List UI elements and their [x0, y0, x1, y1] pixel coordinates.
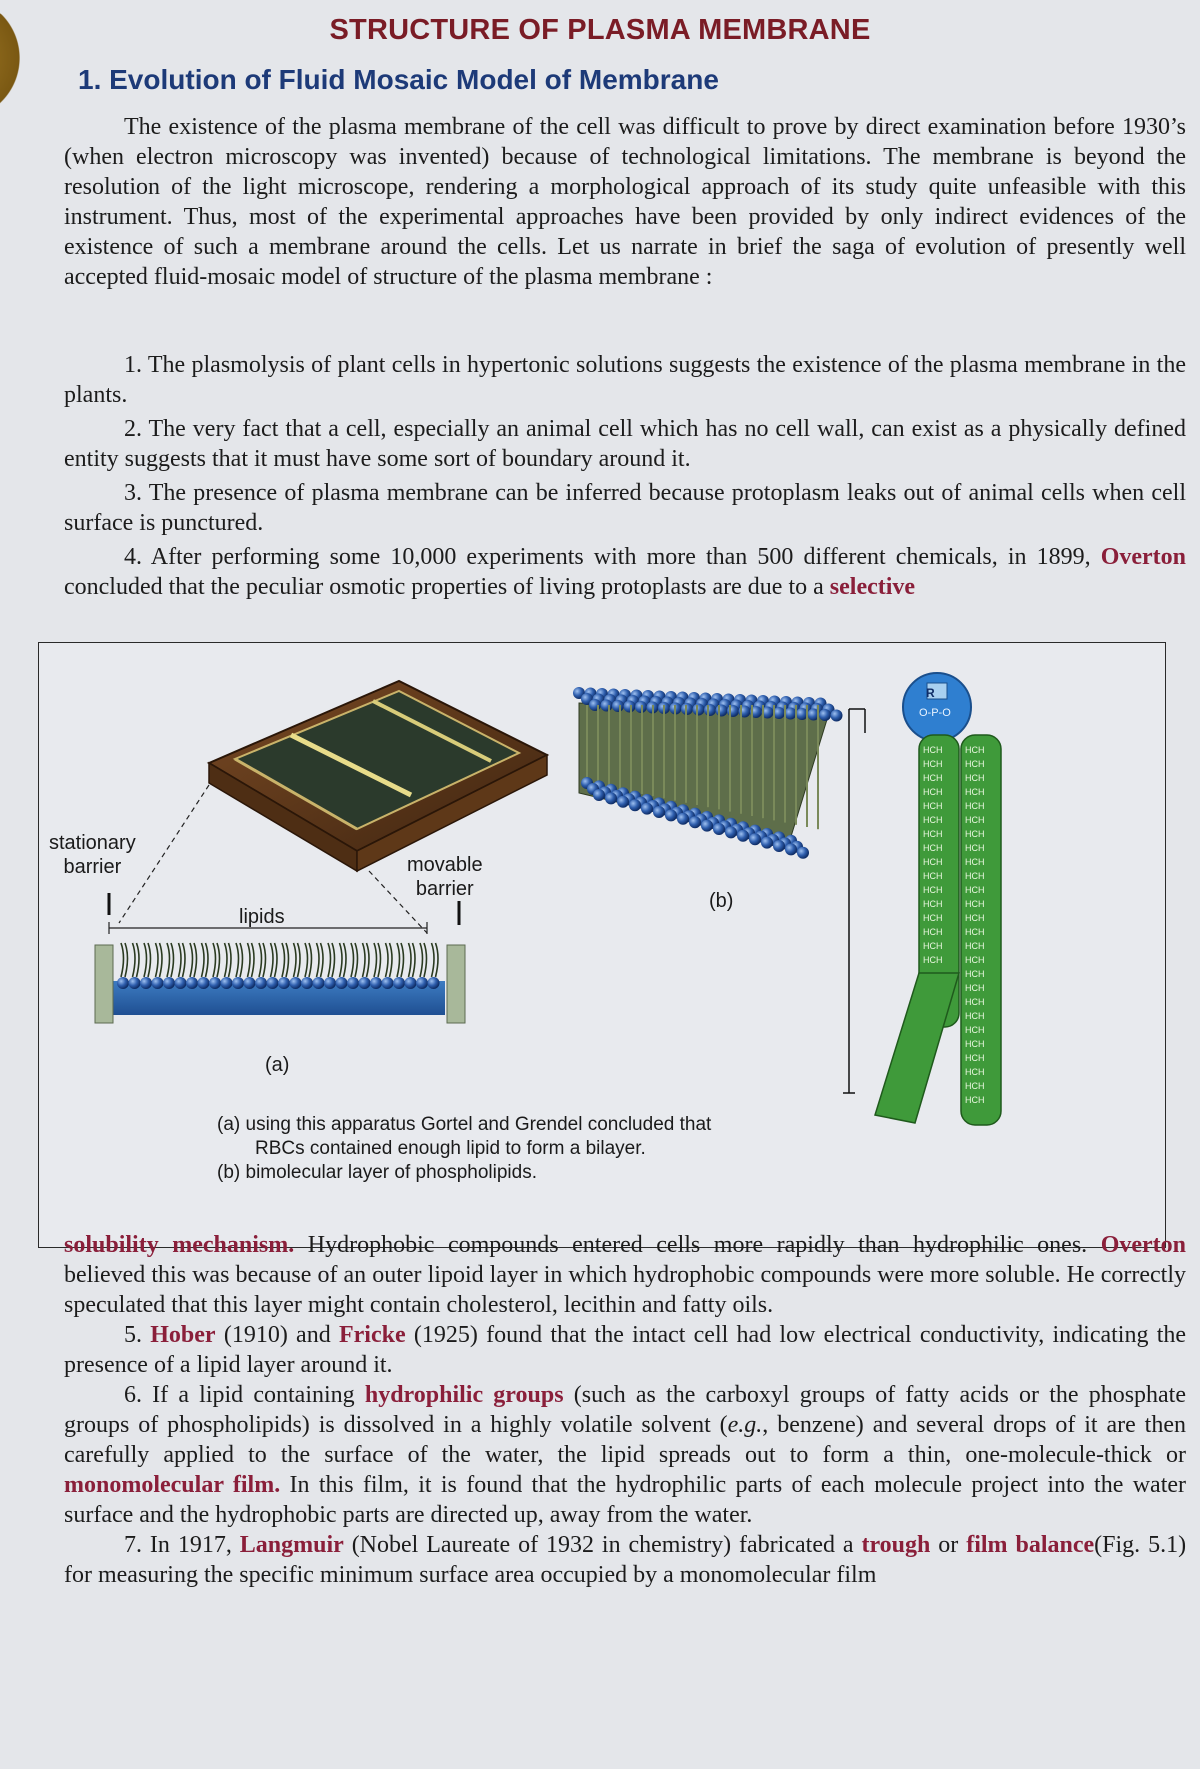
caption-a-line-1: (a) using this apparatus Gortel and Grendel concluded that: [217, 1114, 712, 1135]
monomolecular-film-term: monomolecular film.: [64, 1472, 281, 1498]
chain-unit: HCH: [965, 1081, 985, 1091]
point-2: 2. The very fact that a cell, especially an animal cell which has no cell wall, can exist as a physically defined entity suggests that it must have some sort of boundary around it.: [64, 416, 1186, 472]
lipid-head: [393, 977, 405, 989]
chain-unit: HCH: [923, 745, 943, 755]
lipid-tail: [332, 943, 335, 977]
bilayer-top-head: [831, 710, 843, 722]
lipid-tail: [363, 943, 366, 977]
point-5-number: 5.: [124, 1322, 142, 1348]
chain-unit: HCH: [923, 843, 943, 853]
lipid-tail: [252, 943, 255, 977]
lipid-head: [140, 977, 152, 989]
chain-unit: HCH: [965, 871, 985, 881]
lipid-head: [255, 977, 267, 989]
lipid-tail: [144, 943, 147, 977]
lipid-tail: [160, 943, 163, 977]
lipid-tail: [179, 943, 182, 977]
hydrophilic-groups-term: hydrophilic groups: [364, 1382, 564, 1408]
point-5: [64, 1320, 1186, 1380]
stationary-barrier-block: [95, 945, 113, 1023]
points-list-lower: [64, 1230, 1186, 1590]
lipid-head: [129, 977, 141, 989]
points-list-upper: [64, 350, 1186, 602]
point-4-text-mid: concluded that the peculiar osmotic properties of living protoplasts are due to a: [64, 574, 824, 600]
hober-name: Hober: [150, 1322, 216, 1348]
point-7: [64, 1530, 1186, 1590]
lipid-tail: [305, 943, 308, 977]
page-title: STRUCTURE OF PLASMA MEMBRANE: [329, 14, 871, 46]
bilayer-bottom-head: [605, 792, 617, 804]
chain-unit: HCH: [965, 857, 985, 867]
langmuir-trough-apparatus: [209, 681, 547, 871]
caption-b: (b) bimolecular layer of phospholipids.: [217, 1162, 537, 1183]
lipid-head: [313, 977, 325, 989]
bilayer-top-head: [612, 700, 624, 712]
lipid-tail: [294, 943, 297, 977]
bilayer-bottom-head: [689, 816, 701, 828]
lipid-tail: [390, 943, 393, 977]
lipid-tail: [148, 943, 151, 977]
chain-unit: HCH: [965, 815, 985, 825]
lipid-tail: [133, 943, 136, 977]
caption-a-line-2: RBCs contained enough lipid to form a bilayer.: [255, 1138, 646, 1159]
lipid-tail: [328, 943, 331, 977]
lipid-tail: [121, 943, 124, 977]
movable-barrier-block: [447, 945, 465, 1023]
lipid-tail: [217, 943, 220, 977]
label-movable-barrier: movable barrier: [407, 854, 483, 900]
lipid-tail: [206, 943, 209, 977]
bilayer-top-head: [601, 700, 613, 712]
bilayer-top-head: [589, 699, 601, 711]
bilayer-bottom-head: [665, 809, 677, 821]
chain-unit: HCH: [923, 759, 943, 769]
chain-unit: HCH: [923, 801, 943, 811]
point-5-mid: (1910) and: [223, 1322, 331, 1348]
lipid-tail: [225, 943, 228, 977]
bilayer-dimension-bracket: [843, 709, 865, 1093]
lipid-tail: [229, 943, 232, 977]
lipid-tail: [317, 943, 320, 977]
bilayer-top-head: [624, 701, 636, 713]
bilayer-bottom-head: [737, 830, 749, 842]
bilayer-bottom-head: [641, 803, 653, 815]
figure-5-1: [38, 642, 1166, 1248]
chain-unit: HCH: [923, 913, 943, 923]
lipid-tail: [409, 943, 412, 977]
chain-unit: HCH: [965, 969, 985, 979]
solubility-mechanism-term: solubility mechanism.: [64, 1232, 295, 1258]
lipid-monolayer: [117, 943, 440, 989]
bilayer-bottom-head: [773, 840, 785, 852]
lipid-tail: [386, 943, 389, 977]
section-heading: 1. Evolution of Fluid Mosaic Model of Membrane: [78, 64, 719, 95]
bilayer-bottom-head: [653, 806, 665, 818]
lipid-tail: [156, 943, 159, 977]
point-3: 3. The presence of plasma membrane can be inferred because protoplasm leaks out of animal cells when cell surface is punctured.: [64, 480, 1186, 536]
lipid-head: [267, 977, 279, 989]
chain-unit: HCH: [965, 829, 985, 839]
intro-paragraph-block: [64, 112, 1186, 292]
lipid-head: [198, 977, 210, 989]
lipid-head: [336, 977, 348, 989]
lipid-tail: [340, 943, 343, 977]
chain-unit: HCH: [965, 843, 985, 853]
lipid-tail: [194, 943, 197, 977]
lipid-tail: [378, 943, 381, 977]
lipid-tail: [401, 943, 404, 977]
lipid-tail: [424, 943, 427, 977]
lipid-head: [301, 977, 313, 989]
bilayer-bottom-head: [593, 789, 605, 801]
lipid-head: [209, 977, 221, 989]
lipid-tail: [263, 943, 266, 977]
chain-unit: HCH: [923, 857, 943, 867]
intro-paragraph: The existence of the plasma membrane of the cell was difficult to prove by direct examination before 1930’s (when electron microscopy was invented) because of technological limitations. The membrane is beyond the resolution of the light microscope, rendering a morphological approach of its study quite unfeasible with this instrument. Thus, most of the experimental approaches have been provided by only indirect evidences of the existence of such a membrane around the cells. Let us narrate in brief the saga of evolution of presently well accepted fluid-mosaic model of structure of the plasma membrane :: [64, 114, 1186, 290]
chain-unit: HCH: [965, 1053, 985, 1063]
point-5-end: (1925) found that the intact cell had low electrical conductivity, indicating the presence of a lipid layer around it.: [64, 1322, 1187, 1378]
lipid-tail: [397, 943, 400, 977]
bilayer-bottom-head: [785, 843, 797, 855]
lipid-tail: [420, 943, 423, 977]
lipid-head: [117, 977, 129, 989]
chain-unit: HCH: [965, 1067, 985, 1077]
chain-unit: HCH: [965, 759, 985, 769]
bilayer-bottom-head: [713, 823, 725, 835]
overton-name-2: Overton: [1100, 1232, 1187, 1258]
phospholipid-molecule: [875, 673, 1001, 1125]
film-term: film: [966, 1532, 1008, 1558]
point-7-start: 7. In 1917,: [124, 1532, 232, 1558]
lipid-tail: [125, 943, 128, 977]
lipid-head: [163, 977, 175, 989]
chain-unit: HCH: [923, 829, 943, 839]
bilayer-bottom-head: [629, 799, 641, 811]
chain-unit: HCH: [923, 955, 943, 965]
chain-unit: HCH: [965, 885, 985, 895]
label-stationary-barrier: stationary barrier: [49, 832, 136, 878]
lipid-tail: [367, 943, 370, 977]
lipid-tail: [167, 943, 170, 977]
chain-unit: HCH: [965, 787, 985, 797]
chain-unit: HCH: [965, 927, 985, 937]
chain-unit: HCH: [965, 1011, 985, 1021]
chain-unit: HCH: [965, 801, 985, 811]
chain-unit: HCH: [965, 955, 985, 965]
chain-unit: HCH: [923, 815, 943, 825]
bilayer-top-head: [716, 705, 728, 717]
point-4-continued: [64, 1230, 1186, 1320]
lipid-tail: [351, 943, 354, 977]
lipid-head: [232, 977, 244, 989]
point-6-mid: (such as the carboxyl groups of fatty acids or the phosphate groups of phospholipids) is dissolved in a highly volatile solvent (: [64, 1382, 1187, 1438]
point-4-cont-1: Hydrophobic compounds entered cells more rapidly than hydrophilic ones.: [307, 1232, 1088, 1258]
chain-unit: HCH: [965, 1095, 985, 1105]
chain-unit: HCH: [965, 913, 985, 923]
figure-caption: [217, 1113, 917, 1185]
balance-term: balance: [1015, 1532, 1095, 1558]
chain-unit: HCH: [965, 773, 985, 783]
bilayer-top-head: [819, 709, 831, 721]
point-4: [64, 542, 1186, 602]
overton-name: Overton: [1100, 544, 1187, 570]
phospholipid-bilayer: [573, 687, 843, 859]
chain-unit: HCH: [965, 1025, 985, 1035]
bilayer-top-head: [704, 704, 716, 716]
bilayer-bottom-head: [725, 826, 737, 838]
point-1: 1. The plasmolysis of plant cells in hypertonic solutions suggests the existence of the plasma membrane in the plants.: [64, 352, 1186, 408]
label-a: (a): [265, 1054, 290, 1076]
head-group-r: R: [926, 686, 935, 700]
lipid-head: [370, 977, 382, 989]
point-7-end: (Fig. 5.1) for measuring the specific minimum surface area occupied by a monomolecular film: [64, 1532, 1187, 1588]
lipid-head: [347, 977, 359, 989]
head-group-phosphate: O-P-O: [919, 707, 951, 719]
lipid-tail: [183, 943, 186, 977]
lipid-tail: [248, 943, 251, 977]
point-7-mid: (Nobel Laureate of 1932 in chemistry) fabricated a: [351, 1532, 854, 1558]
chain-unit: HCH: [923, 927, 943, 937]
lipid-head: [428, 977, 440, 989]
lipid-head: [382, 977, 394, 989]
point-6-start: 6. If a lipid containing: [124, 1382, 355, 1408]
fricke-name: Fricke: [338, 1322, 406, 1348]
chain-unit: HCH: [923, 871, 943, 881]
bilayer-bottom-head: [701, 820, 713, 832]
lipid-tail: [282, 943, 285, 977]
lipid-tail: [171, 943, 174, 977]
trough-term: trough: [861, 1532, 931, 1558]
lipid-tail: [321, 943, 324, 977]
eg-italic: e.g.: [727, 1412, 763, 1438]
lipid-tail: [436, 943, 439, 977]
lipid-head: [416, 977, 428, 989]
lipid-head: [405, 977, 417, 989]
lipid-head: [152, 977, 164, 989]
point-4-text-start: 4. After performing some 10,000 experiments with more than 500 different chemicals, in 1899,: [124, 544, 1091, 570]
bilayer-bottom-head: [677, 813, 689, 825]
chain-unit: HCH: [965, 899, 985, 909]
lipid-head: [324, 977, 336, 989]
lipid-tail: [271, 943, 274, 977]
chain-unit: HCH: [965, 997, 985, 1007]
lipid-tail: [240, 943, 243, 977]
lipid-head: [244, 977, 256, 989]
bilayer-bottom-head: [749, 833, 761, 845]
lipid-tail: [259, 943, 262, 977]
lipid-tail: [344, 943, 347, 977]
chain-unit: HCH: [965, 745, 985, 755]
lipid-tail: [213, 943, 216, 977]
bilayer-top-head: [727, 705, 739, 717]
chain-unit: HCH: [965, 1039, 985, 1049]
lipid-tail: [298, 943, 301, 977]
langmuir-name: Langmuir: [239, 1532, 344, 1558]
lipid-tail: [309, 943, 312, 977]
lipid-head: [186, 977, 198, 989]
bilayer-top-head: [693, 704, 705, 716]
bilayer-bottom-head: [797, 847, 809, 859]
chain-unit: HCH: [923, 899, 943, 909]
point-4-cont-2: believed this was because of an outer lipoid layer in which hydrophobic compounds were more soluble. He correctly speculated that this layer might contain cholesterol, lecithin and fatty oils.: [64, 1262, 1186, 1318]
point-7-or: or: [938, 1532, 959, 1558]
chain-unit: HCH: [965, 941, 985, 951]
chain-unit: HCH: [965, 983, 985, 993]
lipid-head: [278, 977, 290, 989]
lipid-tail: [202, 943, 205, 977]
chain-unit: HCH: [923, 941, 943, 951]
lipid-tail: [275, 943, 278, 977]
label-b: (b): [709, 890, 734, 912]
point-6-end: In this film, it is found that the hydrophilic parts of each molecule project into the water surface and the hydrophobic parts are directed up, away from the water.: [64, 1472, 1187, 1528]
lipid-tail: [137, 943, 140, 977]
lipid-tail: [236, 943, 239, 977]
lipid-tail: [286, 943, 289, 977]
bilayer-bottom-head: [617, 796, 629, 808]
lipid-tail: [355, 943, 358, 977]
lipid-head: [221, 977, 233, 989]
chain-unit: HCH: [923, 787, 943, 797]
lipid-head: [359, 977, 371, 989]
point-6: [64, 1380, 1186, 1530]
lipid-tail: [413, 943, 416, 977]
bilayer-bottom-head: [761, 837, 773, 849]
chain-unit: HCH: [923, 885, 943, 895]
lipid-tail: [374, 943, 377, 977]
lipid-head: [290, 977, 302, 989]
chain-unit: HCH: [923, 773, 943, 783]
lipid-tail: [190, 943, 193, 977]
lipid-tail: [432, 943, 435, 977]
lipid-head: [175, 977, 187, 989]
label-lipids: lipids: [239, 906, 285, 928]
point-6-mid-2: , benzene) and several drops of it are then carefully applied to the surface of the water, the lipid spreads out to form a thin, one-molecule-thick or: [64, 1412, 1186, 1468]
bilayer-top-head: [785, 708, 797, 720]
selective-term: selective: [829, 574, 916, 600]
